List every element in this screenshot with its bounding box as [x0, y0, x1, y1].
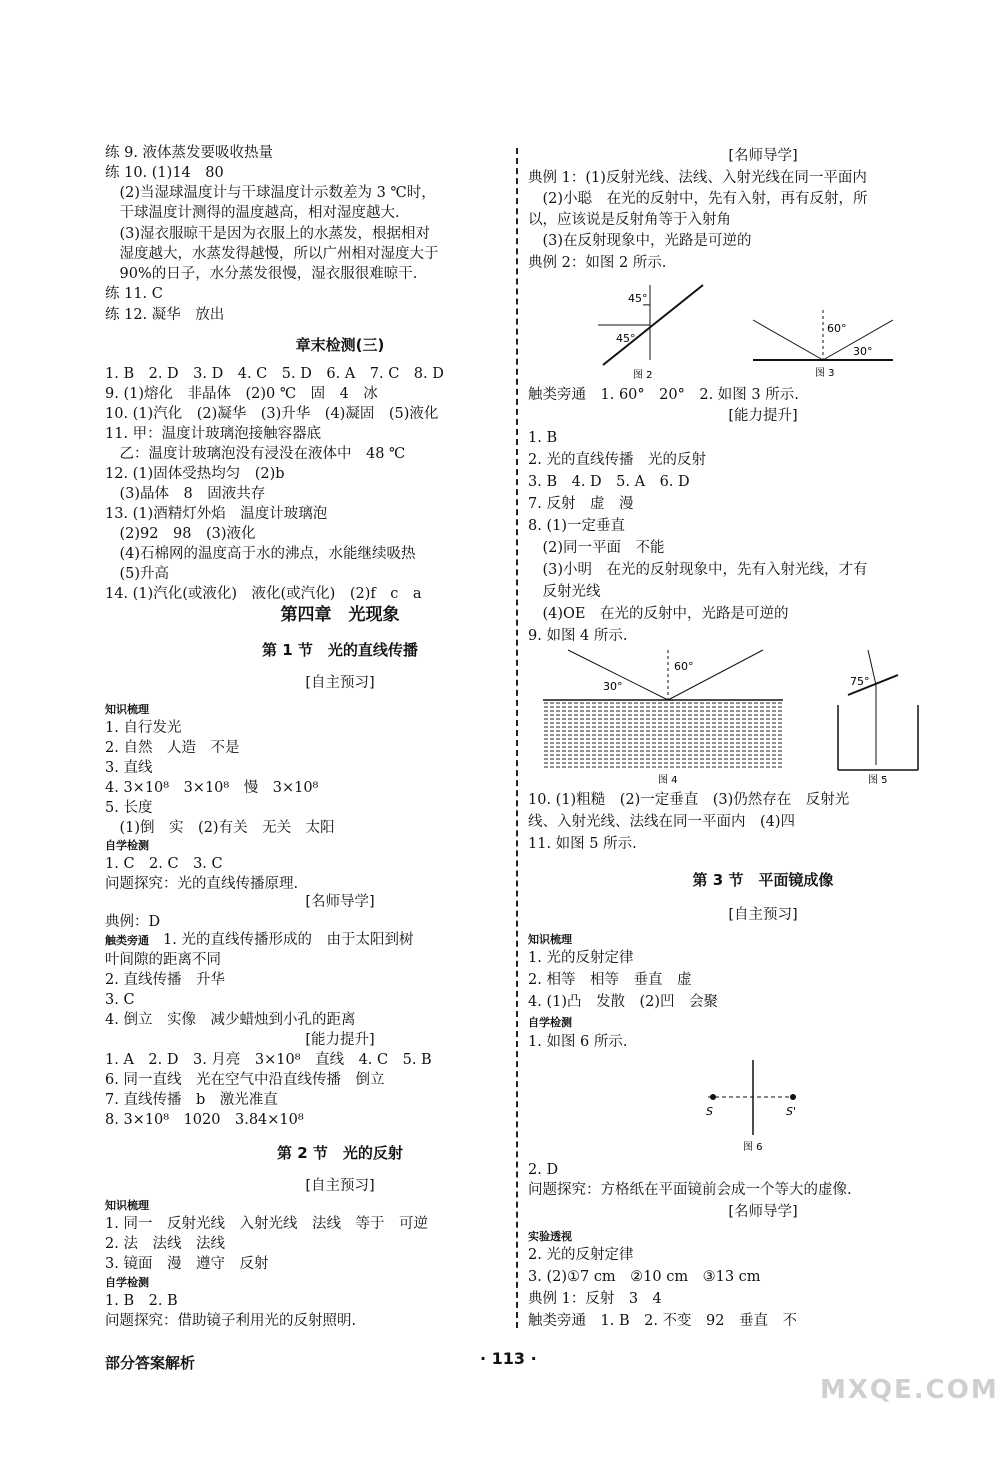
text-line: 1. B 2. D 3. D 4. C 5. D 6. A 7. C 8. D	[105, 366, 444, 382]
text-line: 以，应该说是反射角等于入射角	[528, 212, 731, 228]
text-line: (1)倒 实 (2)有关 无关 太阳	[105, 820, 335, 836]
text-line: 3. B 4. D 5. A 6. D	[528, 474, 690, 490]
text-line: 2. 直线传播 升华	[105, 972, 225, 988]
figure-2	[588, 280, 728, 380]
text-line: 2. 自然 人造 不是	[105, 740, 240, 756]
point-label: S	[706, 1105, 713, 1118]
label-selfcheck: 自学检测	[105, 839, 149, 852]
point-label: S'	[786, 1105, 797, 1118]
text-line: 13. (1)酒精灯外焰 温度计玻璃泡	[105, 506, 328, 522]
section-title: 第 1 节 光的直线传播	[262, 641, 418, 659]
angle-label: 60°	[674, 660, 694, 673]
text-line: 4. (1)凸 发散 (2)凹 会聚	[528, 994, 719, 1010]
angle-label: 30°	[853, 345, 873, 358]
text-line: 2. 光的直线传播 光的反射	[528, 452, 706, 468]
text-line: 2. D	[528, 1162, 559, 1178]
angle-label: 45°	[616, 332, 636, 345]
water-area	[543, 700, 783, 770]
text-line: 练 11. C	[105, 286, 163, 302]
text-line: 问题探究：方格纸在平面镜前会成一个等大的虚像.	[528, 1182, 852, 1198]
text-line: 练 9. 液体蒸发要吸收热量	[105, 145, 274, 161]
point-marker	[790, 1094, 796, 1100]
label-experiment: 实验透视	[528, 1230, 572, 1243]
chapter-title: 第四章 光现象	[280, 605, 400, 625]
footer-label: 部分答案解析	[105, 1354, 196, 1372]
text-line: 8. (1)一定垂直	[528, 518, 625, 534]
text-line: 4. 倒立 实像 减少蜡烛到小孔的距离	[105, 1012, 356, 1028]
subsection-title: [能力提升]	[305, 1032, 375, 1048]
text-line: 11. 如图 5 所示.	[528, 836, 637, 852]
text-line: 练 10. (1)14 80	[105, 165, 224, 181]
text-line: 90%的日子，水分蒸发很慢，湿衣服很难晾干.	[105, 266, 418, 282]
text-line: 3. C	[105, 992, 135, 1008]
point-marker	[710, 1094, 716, 1100]
text-line: 乙：温度计玻璃泡没有浸没在液体中 48 ℃	[105, 446, 406, 462]
figure-6	[688, 1055, 818, 1155]
text-line: 触类旁通 1. 60° 20° 2. 如图 3 所示.	[528, 387, 799, 403]
text-line: 线、入射光线、法线在同一平面内 (4)四	[528, 814, 796, 830]
analogy-line	[105, 930, 413, 951]
text-line: 10. (1)汽化 (2)凝华 (3)升华 (4)凝固 (5)液化	[105, 406, 439, 422]
text-line: 1. 如图 6 所示.	[528, 1034, 628, 1050]
text-line: 2. 法 法线 法线	[105, 1236, 225, 1252]
text-line: (2)92 98 (3)液化	[105, 526, 256, 542]
text-line: 1. 光的反射定律	[528, 950, 634, 966]
figure-caption: 图 5	[868, 775, 888, 785]
text-line: 练 12. 凝华 放出	[105, 307, 225, 323]
subsection-title: [名师导学]	[728, 148, 798, 164]
label-selfcheck: 自学检测	[105, 1276, 149, 1289]
text-line: 典例 1：(1)反射光线、法线、入射光线在同一平面内	[528, 170, 867, 186]
text-line: (3)在反射现象中，光路是可逆的	[528, 233, 752, 249]
text-line: (2)当湿球温度计与干球温度计示数差为 3 ℃时，	[105, 185, 436, 201]
text-line: 3. 镜面 漫 遵守 反射	[105, 1256, 269, 1272]
text-line: 11. 甲：温度计玻璃泡接触容器底	[105, 426, 322, 442]
watermark: MXQE.COM	[820, 1375, 999, 1405]
text-line: (4)石棉网的温度高于水的沸点，水能继续吸热	[105, 546, 416, 562]
text-line: 5. 长度	[105, 800, 153, 816]
text-line: 2. 相等 相等 垂直 虚	[528, 972, 692, 988]
text-line: (3)湿衣服晾干是因为衣服上的水蒸发，根据相对	[105, 226, 431, 242]
subsection-title: [名师导学]	[305, 894, 375, 910]
ray-line	[753, 320, 823, 360]
text-line: 14. (1)汽化(或液化) 液化(或汽化) (2)f c a	[105, 586, 422, 602]
text-line: 1. 光的直线传播形成的 由于太阳到树	[163, 932, 414, 948]
text-line: 反射光线	[528, 584, 601, 600]
text-line: 1. A 2. D 3. 月亮 3×10⁸ 直线 4. C 5. B	[105, 1052, 432, 1068]
text-line: (2)同一平面 不能	[528, 540, 665, 556]
figure-caption: 图 2	[633, 370, 653, 380]
text-line: 问题探究：光的直线传播原理.	[105, 876, 299, 892]
column-divider	[516, 148, 518, 1328]
text-line: 8. 3×10⁸ 1020 3.84×10⁸	[105, 1112, 304, 1128]
text-line: 湿度越大，水蒸发得越慢，所以广州相对湿度大于	[105, 246, 439, 262]
text-line: 1. B 2. B	[105, 1293, 178, 1309]
chapter-test-title: 章末检测(三)	[295, 336, 385, 354]
text-line: 1. 同一 反射光线 入射光线 法线 等于 可逆	[105, 1216, 428, 1232]
angle-label: 45°	[628, 292, 648, 305]
text-line: 9. (1)熔化 非晶体 (2)0 ℃ 固 4 冰	[105, 386, 378, 402]
figure-3	[743, 300, 903, 380]
text-line: 7. 反射 虚 漫	[528, 496, 634, 512]
section-title: 第 3 节 平面镜成像	[692, 871, 834, 889]
text-line: 6. 同一直线 光在空气中沿直线传播 倒立	[105, 1072, 385, 1088]
label-knowledge: 知识梳理	[528, 933, 572, 946]
figure-5	[818, 645, 938, 785]
text-line: (4)OE 在光的反射中，光路是可逆的	[528, 606, 789, 622]
text-line: 10. (1)粗糙 (2)一定垂直 (3)仍然存在 反射光	[528, 792, 850, 808]
angle-label: 30°	[603, 680, 623, 693]
text-line: (5)升高	[105, 566, 170, 582]
text-line: (3)晶体 8 固液共存	[105, 486, 266, 502]
text-line: 问题探究：借助镜子利用光的反射照明.	[105, 1313, 357, 1329]
text-line: 1. B	[528, 430, 558, 446]
text-line: 7. 直线传播 b 激光准直	[105, 1092, 278, 1108]
text-line: 2. 光的反射定律	[528, 1247, 634, 1263]
subsection-title: [能力提升]	[728, 408, 798, 424]
figure-4	[538, 645, 788, 785]
page-number: · 113 ·	[480, 1349, 537, 1368]
text-line: 典例 1：反射 3 4	[528, 1291, 662, 1307]
label-knowledge: 知识梳理	[105, 703, 149, 716]
text-line: 叶间隙的距离不同	[105, 952, 221, 968]
text-line: 典例：D	[105, 914, 161, 930]
figure-caption: 图 3	[815, 368, 835, 379]
text-line: (2)小聪 在光的反射中，先有入射，再有反射，所	[528, 191, 868, 207]
text-line: 1. 自行发光	[105, 720, 182, 736]
text-line: 12. (1)固体受热均匀 (2)b	[105, 466, 285, 482]
angle-label: 60°	[827, 322, 847, 335]
text-line: 干球温度计测得的温度越高，相对湿度越大.	[105, 205, 400, 221]
subsection-title: [自主预习]	[305, 675, 375, 691]
figure-caption: 图 6	[743, 1142, 763, 1153]
text-line: 3. 直线	[105, 760, 153, 776]
label-selfcheck: 自学检测	[528, 1016, 572, 1029]
subsection-title: [自主预习]	[728, 907, 798, 923]
angle-label: 75°	[850, 675, 870, 688]
text-line: 3. (2)①7 cm ②10 cm ③13 cm	[528, 1269, 761, 1285]
label-knowledge: 知识梳理	[105, 1199, 149, 1212]
subsection-title: [自主预习]	[305, 1178, 375, 1194]
text-line: 触类旁通 1. B 2. 不变 92 垂直 不	[528, 1313, 797, 1329]
text-line: (3)小明 在光的反射现象中，先有入射光线，才有	[528, 562, 868, 578]
text-line: 1. C 2. C 3. C	[105, 856, 223, 872]
text-line: 9. 如图 4 所示.	[528, 628, 628, 644]
figure-caption: 图 4	[658, 775, 678, 785]
section-title: 第 2 节 光的反射	[277, 1144, 403, 1162]
label-analogy: 触类旁通	[105, 934, 149, 947]
subsection-title: [名师导学]	[728, 1204, 798, 1220]
ray-line	[668, 650, 763, 700]
text-line: 4. 3×10⁸ 3×10⁸ 慢 3×10⁸	[105, 780, 319, 796]
text-line: 典例 2：如图 2 所示.	[528, 255, 667, 271]
